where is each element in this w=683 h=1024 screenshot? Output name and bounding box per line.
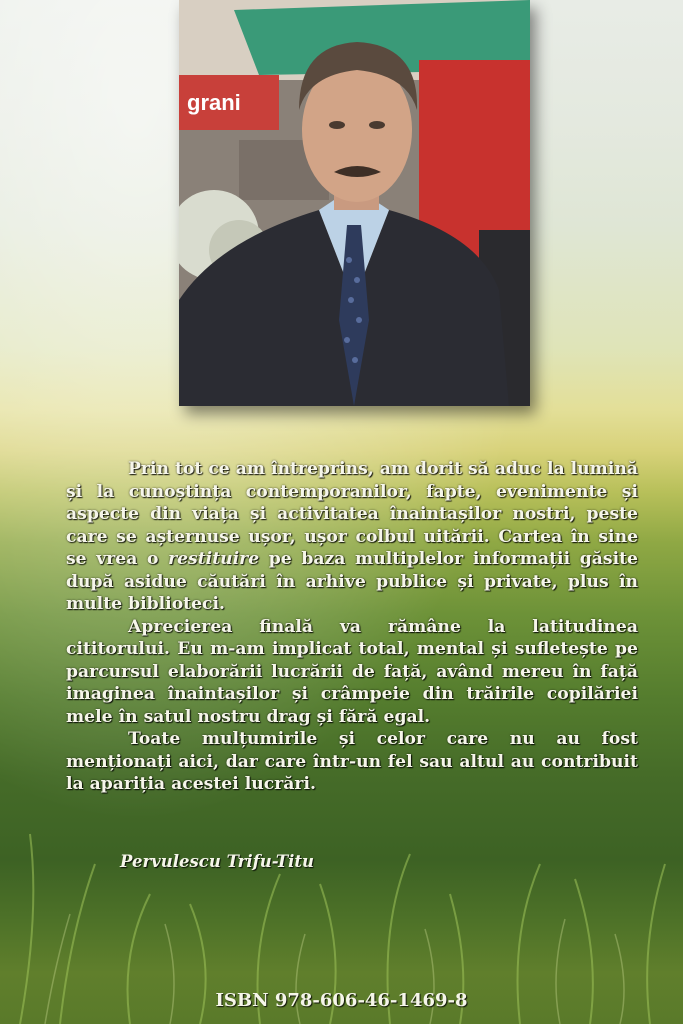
author-photo bbox=[179, 0, 530, 406]
photo-sign-text: grani bbox=[187, 90, 241, 115]
paragraph-1 bbox=[66, 458, 638, 616]
paragraph-1-text: Prin tot ce am întreprins, am dorit să aduc la lumină și la cunoștința contemporanilor, fapte, evenimente și aspecte din viața și activitatea înaintașilor nostri, peste care se așternuse ușor, ușor colbul uitării. Cartea în sine se vrea o bbox=[66, 459, 638, 569]
paragraph-2 bbox=[66, 616, 638, 729]
isbn-label: ISBN 978-606-46-1469-8 bbox=[215, 990, 468, 1011]
cover-text bbox=[66, 458, 638, 796]
paragraph-2-text: Aprecierea finală va rămâne la latitudinea cititorului. Eu m-am implicat total, mental și sufletește pe parcursul elaborării lucrării de față, având mereu în față imaginea înaintașilor și crâmpeie din trăirile copilăriei mele în satul nostru drag și fără egal. bbox=[66, 616, 638, 727]
paragraph-3-text: Toate mulțumirile și celor care nu au fost menționați aici, dar care într-un fel sau altul au contribuit la apariția acestei lucrări. bbox=[66, 729, 638, 794]
paragraph-1-emphasis: restituire bbox=[168, 549, 260, 569]
author-signature: Pervulescu Trifu-Titu bbox=[120, 852, 314, 871]
paragraph-1-text-end: pe baza multiplelor informații găsite după asidue căutări în arhive publice și private, plus în multe biblioteci. bbox=[66, 549, 638, 614]
paragraph-3 bbox=[66, 728, 638, 796]
